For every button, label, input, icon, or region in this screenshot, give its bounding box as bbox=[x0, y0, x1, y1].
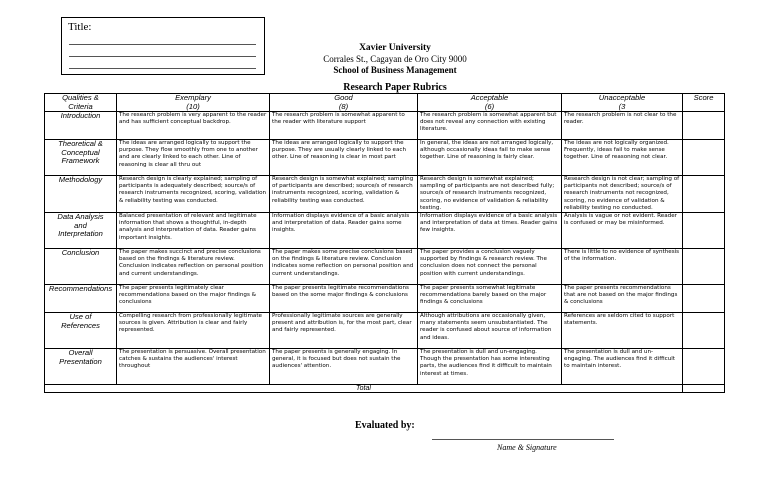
rubric-row bbox=[45, 176, 725, 213]
good-cell: Professionally legitimate sources are generally present and attribution is, for the most part, clear and fairly represented. bbox=[270, 313, 418, 349]
rubric-row bbox=[45, 249, 725, 285]
criterion-label: Framework bbox=[61, 156, 100, 165]
rubric-row bbox=[45, 140, 725, 176]
header-line: (6) bbox=[484, 101, 495, 111]
header-line: Good bbox=[334, 93, 353, 102]
score-cell[interactable] bbox=[683, 140, 725, 176]
title-line bbox=[69, 56, 256, 57]
acceptable-cell: In general, the ideas are not arranged logically, although occasionally ideas fail to make sense together. Line of reasoning is fairly clear. bbox=[418, 140, 562, 176]
acceptable-cell: The paper presents somewhat legitimate recommendations barely based on the major findings & conclusions bbox=[418, 285, 562, 313]
rubric-header-row bbox=[45, 94, 725, 112]
unacceptable-column-header bbox=[562, 94, 683, 112]
criterion-label: Methodology bbox=[58, 175, 103, 184]
signature-line bbox=[432, 439, 614, 440]
signature-label: Name & Signature bbox=[497, 443, 557, 452]
school-name: School of Business Management bbox=[333, 65, 457, 75]
criterion-label: Conceptual bbox=[61, 147, 100, 157]
title-box bbox=[61, 17, 265, 75]
criterion-cell bbox=[45, 313, 117, 349]
good-column-header bbox=[270, 94, 418, 112]
title-line bbox=[69, 44, 256, 45]
exemplary-cell: Balanced presentation of relevant and legitimate information that shows a thoughtful, in-depth analysis and interpretation of data. Reader gains important insights. bbox=[117, 213, 270, 249]
rubric-title: Research Paper Rubrics bbox=[343, 82, 447, 93]
acceptable-cell: The presentation is dull and un-engaging. Though the presentation has some interesting parts, the audiences find it difficult to maintain interest at times. bbox=[418, 349, 562, 385]
unacceptable-cell: The presentation is dull and un-engaging. The audiences find it difficult to maintain interest. bbox=[562, 349, 683, 385]
good-cell: The paper makes some precise conclusions based on the findings & literature review. Conclusion indicates some reflection on personal position and current understandings. bbox=[270, 249, 418, 285]
acceptable-column-header bbox=[418, 94, 562, 112]
score-cell[interactable] bbox=[683, 112, 725, 140]
unacceptable-cell: The paper presents recommendations that are not based on the major findings & conclusions bbox=[562, 285, 683, 313]
total-score-cell[interactable] bbox=[683, 385, 725, 393]
title-label: Title: bbox=[68, 21, 92, 33]
score-cell[interactable] bbox=[683, 213, 725, 249]
criteria-column-header bbox=[45, 94, 117, 112]
exemplary-cell: Research design is clearly explained; sampling of participants is adequately described; source/s of research instruments recognized, scoring, validation & reliability testing was conducted. bbox=[117, 176, 270, 213]
acceptable-cell: The research problem is somewhat apparent but does not reveal any connection with existing literature. bbox=[418, 112, 562, 140]
title-line bbox=[69, 68, 256, 69]
exemplary-cell: The presentation is persuasive. Overall presentation catches & sustains the audiences' interest throughout bbox=[117, 349, 270, 385]
header-line: Exemplary bbox=[175, 93, 211, 102]
exemplary-column-header bbox=[117, 94, 270, 112]
criterion-cell bbox=[45, 249, 117, 285]
exemplary-cell: The paper presents legitimately clear recommendations based on the major findings & conclusions bbox=[117, 285, 270, 313]
university-name: Xavier University bbox=[359, 43, 431, 53]
header-line: (10) bbox=[186, 101, 200, 111]
rubric-row bbox=[45, 112, 725, 140]
score-cell[interactable] bbox=[683, 313, 725, 349]
header-line: Acceptable bbox=[470, 93, 509, 102]
criterion-cell bbox=[45, 176, 117, 213]
criterion-label: References bbox=[61, 320, 100, 330]
acceptable-cell: Information displays evidence of a basic analysis and interpretation of data at times. Reader gains few insights. bbox=[418, 213, 562, 249]
criterion-label: Theoretical & bbox=[58, 139, 103, 148]
criterion-label: and bbox=[74, 220, 87, 230]
unacceptable-cell: Analysis is vague or not evident. Reader is confused or may be misinformed. bbox=[562, 213, 683, 249]
total-row bbox=[45, 385, 725, 393]
header-line: Unacceptable bbox=[598, 93, 646, 102]
exemplary-cell: The ideas are arranged logically to support the purpose. They flow smoothly from one to another and are clearly linked to each other. Line of reasoning is clear all thru out bbox=[117, 140, 270, 176]
rubric-table bbox=[44, 93, 725, 393]
header-line: Criteria bbox=[68, 101, 93, 111]
criterion-label: Recommendations bbox=[48, 284, 113, 294]
exemplary-cell: The paper makes succinct and precise conclusions based on the findings & literature review. Conclusion indicates reflection on personal position and current understandings. bbox=[117, 249, 270, 285]
unacceptable-cell: There is little to no evidence of synthesis of the information. bbox=[562, 249, 683, 285]
criterion-cell bbox=[45, 213, 117, 249]
criterion-cell bbox=[45, 140, 117, 176]
criterion-label: Conclusion bbox=[61, 248, 100, 258]
score-column-header: Score bbox=[683, 94, 725, 112]
header-line: (3 bbox=[618, 101, 626, 111]
header-line: Qualities & bbox=[62, 93, 99, 102]
total-label: Total bbox=[45, 385, 683, 393]
score-cell[interactable] bbox=[683, 176, 725, 213]
criterion-label: Use of bbox=[69, 312, 92, 322]
rubric-row bbox=[45, 313, 725, 349]
criterion-label: Introduction bbox=[60, 111, 101, 120]
criterion-label: Presentation bbox=[59, 356, 102, 366]
good-cell: The research problem is somewhat apparent to the reader with literature support bbox=[270, 112, 418, 140]
good-cell: The paper presents is generally engaging. In general, it is focused but does not sustain the audiences' attention. bbox=[270, 349, 418, 385]
rubric-body bbox=[45, 112, 725, 393]
unacceptable-cell: Research design is not clear; sampling of participants not described; source/s of research instruments not recognized, scoring, no evidence of validation & reliability testing no conducted. bbox=[562, 176, 683, 213]
score-cell[interactable] bbox=[683, 285, 725, 313]
evaluated-by-label: Evaluated by: bbox=[355, 420, 415, 431]
acceptable-cell: The paper provides a conclusion vaguely supported by findings & research review. The conclusion does not connect the personal position with current understandings. bbox=[418, 249, 562, 285]
good-cell: Information displays evidence of a basic analysis and interpretation of data. Reader gains some insights. bbox=[270, 213, 418, 249]
criterion-label: Interpretation bbox=[58, 229, 103, 239]
unacceptable-cell: The ideas are not logically organized. Frequently, ideas fail to make sense together. Line of reasoning not clear. bbox=[562, 140, 683, 176]
exemplary-cell: Compelling research from professionally legitimate sources is given. Attribution is clear and fairly represented. bbox=[117, 313, 270, 349]
score-cell[interactable] bbox=[683, 349, 725, 385]
acceptable-cell: Although attributions are occasionally given, many statements seem unsubstantiated. The reader is confused about source of information and ideas. bbox=[418, 313, 562, 349]
rubric-row bbox=[45, 285, 725, 313]
exemplary-cell: The research problem is very apparent to the reader and has sufficient conceptual backdrop. bbox=[117, 112, 270, 140]
document-header bbox=[260, 43, 530, 76]
criterion-cell bbox=[45, 285, 117, 313]
rubric-row bbox=[45, 349, 725, 385]
university-address: Corrales St., Cagayan de Oro City 9000 bbox=[323, 54, 467, 64]
criterion-label: Data Analysis bbox=[57, 212, 104, 222]
good-cell: The ideas are arranged logically to support the purpose. They are usually clearly linked to each other. Line of reasoning is clear in most part bbox=[270, 140, 418, 176]
good-cell: The paper presents legitimate recommendations based on the some major findings & conclusions bbox=[270, 285, 418, 313]
criterion-cell bbox=[45, 349, 117, 385]
criterion-cell bbox=[45, 112, 117, 140]
acceptable-cell: Research design is somewhat explained; sampling of participants are not described fully; source/s of research instruments recognized, scoring, no evidence of validation & reliability testing. bbox=[418, 176, 562, 213]
unacceptable-cell: The research problem is not clear to the reader. bbox=[562, 112, 683, 140]
unacceptable-cell: References are seldom cited to support statements. bbox=[562, 313, 683, 349]
rubric-row bbox=[45, 213, 725, 249]
good-cell: Research design is somewhat explained; sampling of participants are described; source/s of research instruments recognized, scoring, validation & reliability testing was conducted. bbox=[270, 176, 418, 213]
score-cell[interactable] bbox=[683, 249, 725, 285]
header-line: (8) bbox=[338, 101, 349, 111]
criterion-label: Overall bbox=[68, 348, 93, 358]
